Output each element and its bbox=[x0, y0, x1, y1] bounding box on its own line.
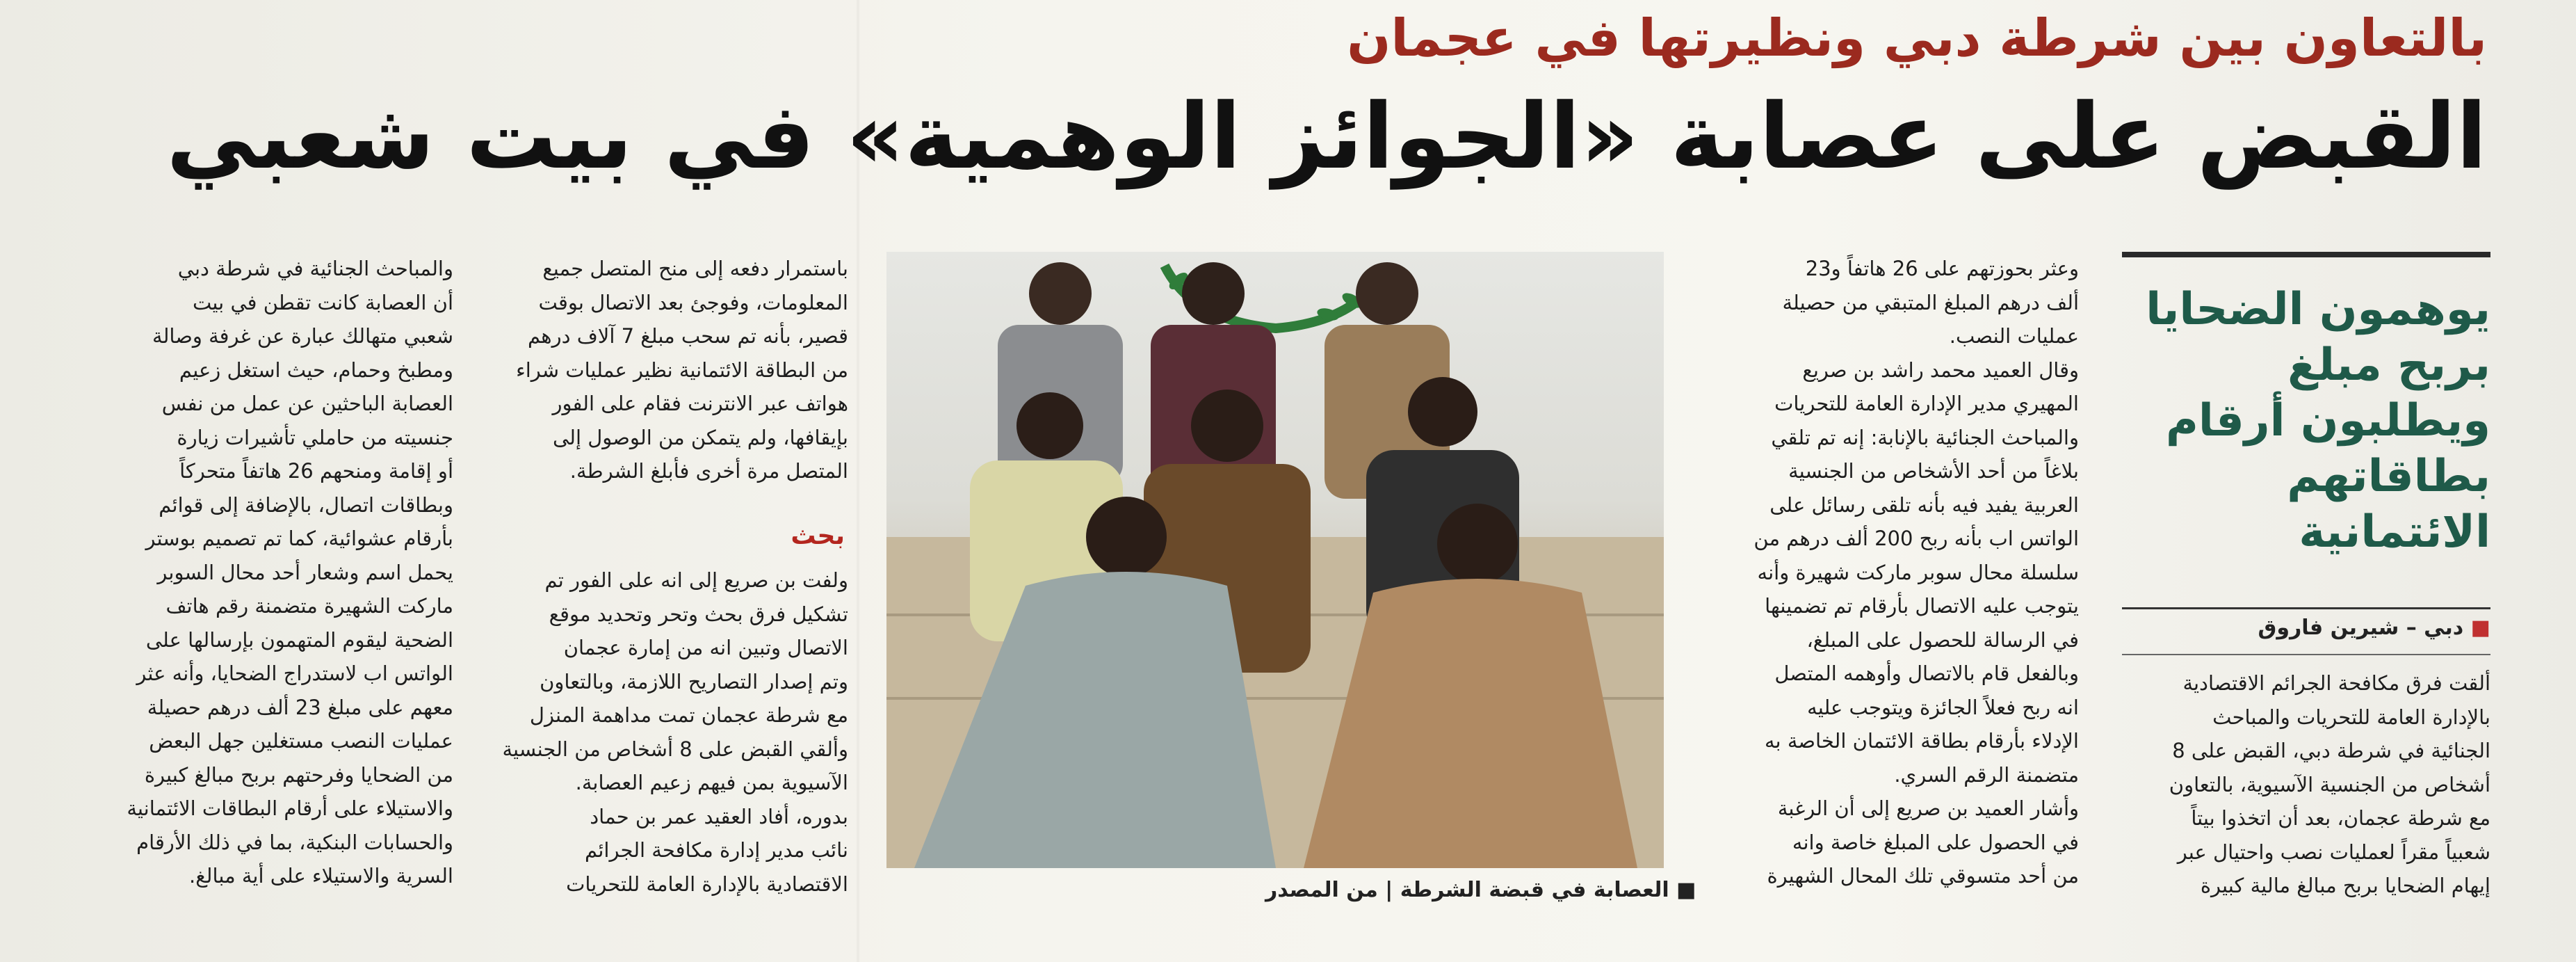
article-line: أشخاص من الجنسية الآسيوية، بالتعاون bbox=[2169, 772, 2490, 796]
article-line: من الضحايا وفرحتهم بربح مبالغ كبيرة bbox=[144, 762, 453, 787]
article-line: ومطبخ وحمام، حيث استغل زعيم bbox=[179, 358, 453, 382]
article-line: بالإدارة العامة للتحريات والمباحث bbox=[2212, 705, 2490, 729]
column-left bbox=[76, 252, 453, 893]
article-line: يحمل اسم وشعار أحد محال السوبر bbox=[157, 560, 453, 584]
byline-rule bbox=[2122, 607, 2490, 609]
article-line: وبطاقات اتصال، بالإضافة إلى قوائم bbox=[159, 492, 453, 517]
article-line: عمليات النصب مستغلين جهل البعض bbox=[149, 729, 453, 753]
article-line: الضحية ليقوم المتهمون بإرسالها على bbox=[145, 627, 453, 652]
article-line: الاقتصادية بالإدارة العامة للتحريات bbox=[566, 872, 848, 896]
group-photo-icon bbox=[886, 252, 1664, 868]
column-mid-right bbox=[1685, 252, 2079, 893]
article-line: الإدلاء بأرقام بطاقة الائتمان الخاصة به bbox=[1764, 729, 2079, 753]
article-line: المتصل مرة أخرى فأبلغ الشرطة. bbox=[569, 459, 848, 483]
headline: القبض على عصابة «الجوائز الوهمية» في بيت شعبي bbox=[166, 83, 2487, 189]
caption-separator: | bbox=[1385, 878, 1393, 902]
article-line: الواتس اب بأنه ربح 200 ألف درهم من bbox=[1753, 527, 2079, 550]
article-line: بإيقافها، ولم يتمكن من الوصول إلى bbox=[552, 425, 848, 449]
byline-text: دبي – شيرين فاروق bbox=[2258, 616, 2464, 640]
article-line: العربية يفيد فيه بأنه تلقى رسائل على bbox=[1769, 492, 2079, 517]
article-line: في الحصول على المبلغ خاصة وانه bbox=[1792, 830, 2079, 854]
deck-top-rule bbox=[2122, 252, 2490, 257]
article-line: ماركت الشهيرة متضمنة رقم هاتف bbox=[165, 594, 453, 618]
column-mid-left-2 bbox=[480, 563, 848, 901]
article-line: متضمنة الرقم السري. bbox=[1894, 762, 2079, 787]
kicker: بالتعاون بين شرطة دبي ونظيرتها في عجمان bbox=[1347, 8, 2487, 68]
article-line: الآسيوية بمن فيهم زعيم العصابة. bbox=[575, 771, 848, 794]
caption-credit: من المصدر bbox=[1265, 878, 1378, 902]
article-line: الواتس اب لاستدراج الضحايا، وأنه عثر bbox=[136, 662, 453, 685]
article-line: أن العصابة كانت تقطن في بيت bbox=[192, 290, 453, 314]
article-line: إيهام الضحايا بربح مبالغ مالية كبيرة bbox=[2200, 874, 2490, 897]
article-line: والاستيلاء على أرقام البطاقات الائتمانية bbox=[127, 796, 453, 820]
article-line: جنسيته من حاملي تأشيرات زيارة bbox=[177, 425, 453, 449]
article-line: ألقت فرق مكافحة الجرائم الاقتصادية bbox=[2182, 671, 2490, 695]
article-line: والحسابات البنكية، بما في ذلك الأرقام bbox=[136, 830, 453, 854]
article-line: وبالفعل قام بالاتصال وأوهمه المتصل bbox=[1774, 662, 2079, 685]
red-square-icon: ■ bbox=[2470, 616, 2490, 640]
subhead: بحث bbox=[791, 522, 845, 550]
column-right bbox=[2122, 666, 2490, 903]
article-line: وأشار العميد بن صريع إلى أن الرغبة bbox=[1777, 796, 2079, 820]
byline bbox=[2122, 616, 2490, 640]
article-line: وتم إصدار التصاريح اللازمة، وبالتعاون bbox=[540, 669, 848, 694]
article-line: مع شرطة عجمان، بعد أن اتخذوا بيتاً bbox=[2191, 806, 2490, 830]
article-line: من البطاقة الائتمانية نظير عمليات شراء bbox=[516, 358, 848, 382]
article-line: سلسلة محال سوبر ماركت شهيرة وأنه bbox=[1757, 560, 2079, 584]
news-photo bbox=[886, 252, 1664, 868]
article-line: العصابة الباحثين عن عمل من نفس bbox=[161, 392, 453, 415]
article-line: وقال العميد محمد راشد بن صريع bbox=[1802, 358, 2079, 382]
article-line: وألقي القبض على 8 أشخاص من الجنسية bbox=[502, 737, 848, 761]
article-line: قصير، بأنه تم سحب مبلغ 7 آلاف درهم bbox=[528, 324, 848, 348]
article-line: في الرسالة للحصول على المبلغ، bbox=[1806, 627, 2079, 652]
caption-text: العصابة في قبضة الشرطة bbox=[1400, 878, 1669, 902]
article-line: عمليات النصب. bbox=[1949, 324, 2079, 348]
article-line: وعثر بحوزتهم على 26 هاتفاً و23 bbox=[1805, 257, 2079, 280]
article-line: شعبي متهالك عبارة عن غرفة وصالة bbox=[152, 324, 453, 348]
article-line: انه ربح فعلاً الجائزة ويتوجب عليه bbox=[1807, 695, 2079, 719]
photo-caption bbox=[1265, 878, 1696, 902]
deck: يوهمون الضحايا بربح مبلغ ويطلبون أرقام بطاقاتهم الائتمانية bbox=[2146, 284, 2490, 558]
article-line: ولفت بن صريع إلى انه على الفور تم bbox=[544, 568, 848, 592]
article-line: والمباحث الجنائية في شرطة دبي bbox=[177, 257, 453, 280]
article-line: معهم على مبلغ 23 ألف درهم حصيلة bbox=[147, 695, 453, 719]
article-line: السرية والاستيلاء على أية مبالغ. bbox=[189, 864, 453, 888]
article-line: أو إقامة ومنحهم 26 هاتفاً متحركاً bbox=[179, 459, 453, 483]
article-line: شعبياً مقراً لعمليات نصب واحتيال عبر bbox=[2177, 840, 2490, 864]
article-line: من أحد متسوقي تلك المحال الشهيرة bbox=[1767, 864, 2079, 888]
article-line: نائب مدير إدارة مكافحة الجرائم bbox=[585, 838, 848, 862]
article-line: مع شرطة عجمان تمت مداهمة المنزل bbox=[529, 703, 848, 727]
article-line: الاتصال وتبين انه من إمارة عجمان bbox=[563, 636, 848, 659]
article-line: بدوره، أفاد العقيد عمر بن حماد bbox=[590, 804, 848, 828]
article-line: هواتف عبر الانترنت فقام على الفور bbox=[552, 392, 848, 415]
article-line: تشكيل فرق بحث وتحر وتحديد موقع bbox=[549, 602, 848, 626]
article-line: المعلومات، وفوجئ بعد الاتصال بوقت bbox=[538, 290, 848, 314]
article-line: الجنائية في شرطة دبي، القبض على 8 bbox=[2172, 739, 2490, 762]
black-square-icon: ■ bbox=[1676, 878, 1696, 902]
byline-bottom-rule bbox=[2122, 654, 2490, 655]
article-line: باستمرار دفعه إلى منح المتصل جميع bbox=[542, 257, 848, 280]
article-line: المهيري مدير الإدارة العامة للتحريات bbox=[1774, 392, 2079, 415]
article-line: يتوجب عليه الاتصال بأرقام تم تضمينها bbox=[1765, 594, 2079, 618]
column-mid-left bbox=[480, 252, 848, 488]
article-line: بلاغاً من أحد الأشخاص من الجنسية bbox=[1788, 459, 2079, 483]
article-line: بأرقام عشوائية، كما تم تصميم بوستر bbox=[145, 527, 453, 550]
article-line: ألف درهم المبلغ المتبقي من حصيلة bbox=[1782, 290, 2079, 314]
article-line: والمباحث الجنائية بالإنابة: إنه تم تلقي bbox=[1771, 425, 2079, 449]
